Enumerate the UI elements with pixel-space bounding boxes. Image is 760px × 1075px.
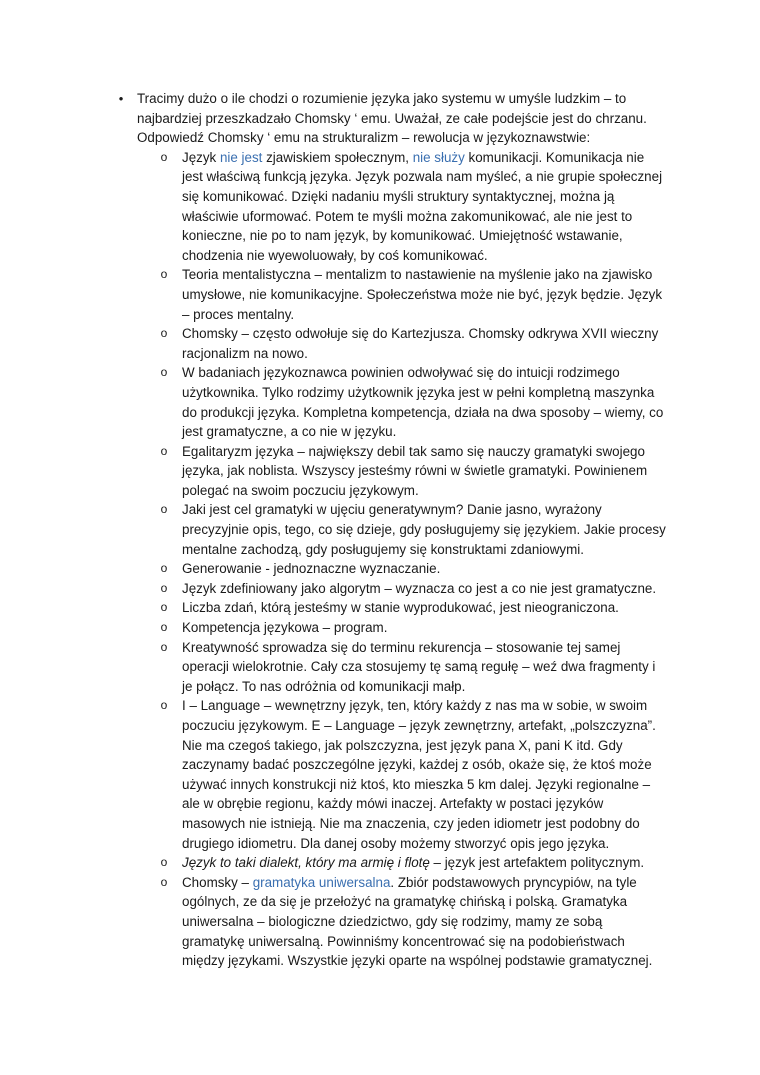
list-item xyxy=(160,363,666,441)
item-text-part: . Zbiór podstawowych pryncypiów, na tyle ogólnych, ze da się je przełożyć na gramatykę chińską i polską. Gramatyka uniwersalna – biologiczne dziedzictwo, gdy się rodzimy, mamy ze sobą gramatykę uniwersalną. Powinniśmy koncentrować się na podobieństwach między językami. Wszystkie języki oparte na wspólnej podstawie gramatycznej. xyxy=(182,874,653,969)
item-text: Kreatywność sprowadza się do terminu rekurencja – stosowanie tej samej operacji wielokrotnie. Cały cza stosujemy tę samą regułę – weź dwa fragmenty i je połącz. To nas odróżnia od komunikacji małp. xyxy=(182,639,656,694)
circle-bullet-icon: o xyxy=(160,267,168,282)
item-text: Teoria mentalistyczna – mentalizm to nastawienie na myślenie jako na zjawisko umysłowe, nie komunikacyjne. Społeczeństwa może nie być, język będzie. Język – proces mentalny. xyxy=(182,267,663,322)
list-item xyxy=(160,598,666,618)
item-text: Liczba zdań, którą jesteśmy w stanie wyprodukować, jest nieograniczona. xyxy=(182,600,619,616)
list-item xyxy=(160,696,666,853)
list-item xyxy=(160,500,666,559)
circle-bullet-icon: o xyxy=(160,149,168,164)
list-item xyxy=(160,148,666,266)
sub-bullet-list xyxy=(160,148,666,971)
circle-bullet-icon: o xyxy=(160,326,168,341)
circle-bullet-icon: o xyxy=(160,600,168,615)
item-text: W badaniach językoznawca powinien odwoływać się do intuicji rodzimego użytkownika. Tylko rodzimy użytkownik języka jest w pełni kompletną maszynka do produkcji języka. Kompletna kompetencja, działa na dwa sposoby – wiemy, co jest gramatyczne, a co nie w języku. xyxy=(182,365,664,440)
list-item xyxy=(160,265,666,324)
list-item xyxy=(160,324,666,363)
list-item xyxy=(160,638,666,697)
highlighted-phrase: nie służy xyxy=(412,149,465,165)
item-text: Język zdefiniowany jako algorytm – wyznacza co jest a co nie jest gramatyczne. xyxy=(182,580,657,596)
circle-bullet-icon: o xyxy=(160,365,168,380)
item-text-part: Chomsky – xyxy=(182,874,253,890)
circle-bullet-icon: o xyxy=(160,639,168,654)
list-item xyxy=(160,579,666,599)
item-text: I – Language – wewnętrzny język, ten, który każdy z nas ma w sobie, w swoim poczuciu językowym. E – Language – język zewnętrzny, artefakt, „polszczyzna”. Nie ma czegoś takiego, jak polszczyzna, jest język pana X, pani K itd. Gdy zaczynamy badać poszczególne języki, każdej z osób, okaże się, że ktoś może używać innych konstrukcji niż ktoś, kto mieszka 5 km dalej. Języki regionalne – ale w obrębie regionu, każdy mówi inaczej. Artefakty w postaci języków masowych nie istnieją. Nie ma znaczenia, czy jeden idiometr jest podobny do drugiego idiometru. Dla danej osoby możemy stworzyć opis jego języka. xyxy=(182,698,656,851)
list-item xyxy=(160,873,666,971)
list-item xyxy=(160,853,666,873)
main-bullet-text: Tracimy dużo o ile chodzi o rozumienie języka jako systemu w umyśle ludzkim – to najbardziej przeszkadzało Chomsky ‘ emu. Uważał, ze całe podejście jest do chrzanu. Odpowiedź Chomsky ‘ emu na strukturalizm – rewolucja w językoznawstwie: xyxy=(137,91,647,146)
circle-bullet-icon: o xyxy=(160,874,168,889)
highlighted-phrase: nie jest xyxy=(219,149,263,165)
circle-bullet-icon: o xyxy=(160,698,168,713)
item-text-part: komunikacji. Komunikacja nie jest właściwą funkcją języka. Język pozwala nam myśleć, a nie grupie społecznej się komunikować. Dzięki nadaniu myśli struktury syntaktycznej, można ją właściwie uformować. Potem te myśli można zakomunikować, ale nie jest to konieczne, nie po to nam język, by komunikować. Umiejętność wstawanie, chodzenia nie wyewoluowały, by coś komunikować. xyxy=(182,149,663,263)
list-item xyxy=(160,442,666,501)
highlighted-phrase: gramatyka uniwersalna xyxy=(252,874,391,890)
item-text: Chomsky – często odwołuje się do Kartezjusza. Chomsky odkrywa XVII wieczny racjonalizm na nowo. xyxy=(182,326,659,361)
list-item xyxy=(160,559,666,579)
item-text-part: – język jest artefaktem politycznym. xyxy=(429,855,645,871)
notes-content xyxy=(118,89,667,971)
item-text: Egalitaryzm języka – największy debil tak samo się nauczy gramatyki swojego języka, jak noblista. Wszyscy jesteśmy równi w świetle gramatyki. Powinienem polegać na swoim poczuciu językowym. xyxy=(182,443,648,498)
circle-bullet-icon: o xyxy=(160,502,168,517)
italic-quote: Język to taki dialekt, który ma armię i flotę xyxy=(182,855,430,871)
item-text-part: zjawiskiem społecznym, xyxy=(262,149,413,165)
main-bullet xyxy=(118,89,667,148)
bullet-icon: • xyxy=(118,91,124,106)
circle-bullet-icon: o xyxy=(160,580,168,595)
circle-bullet-icon: o xyxy=(160,620,168,635)
item-text: Generowanie - jednoznaczne wyznaczanie. xyxy=(182,561,441,577)
circle-bullet-icon: o xyxy=(160,561,168,576)
item-text-part: Język xyxy=(182,149,220,165)
item-text: Kompetencja językowa – program. xyxy=(182,620,388,636)
item-text: Jaki jest cel gramatyki w ujęciu generatywnym? Danie jasno, wyrażony precyzyjnie opis, tego, co się dzieje, gdy posługujemy się językiem. Jakie procesy mentalne zachodzą, gdy posługujemy się konstruktami zdaniowymi. xyxy=(182,502,666,557)
list-item xyxy=(160,618,666,638)
circle-bullet-icon: o xyxy=(160,855,168,870)
circle-bullet-icon: o xyxy=(160,443,168,458)
